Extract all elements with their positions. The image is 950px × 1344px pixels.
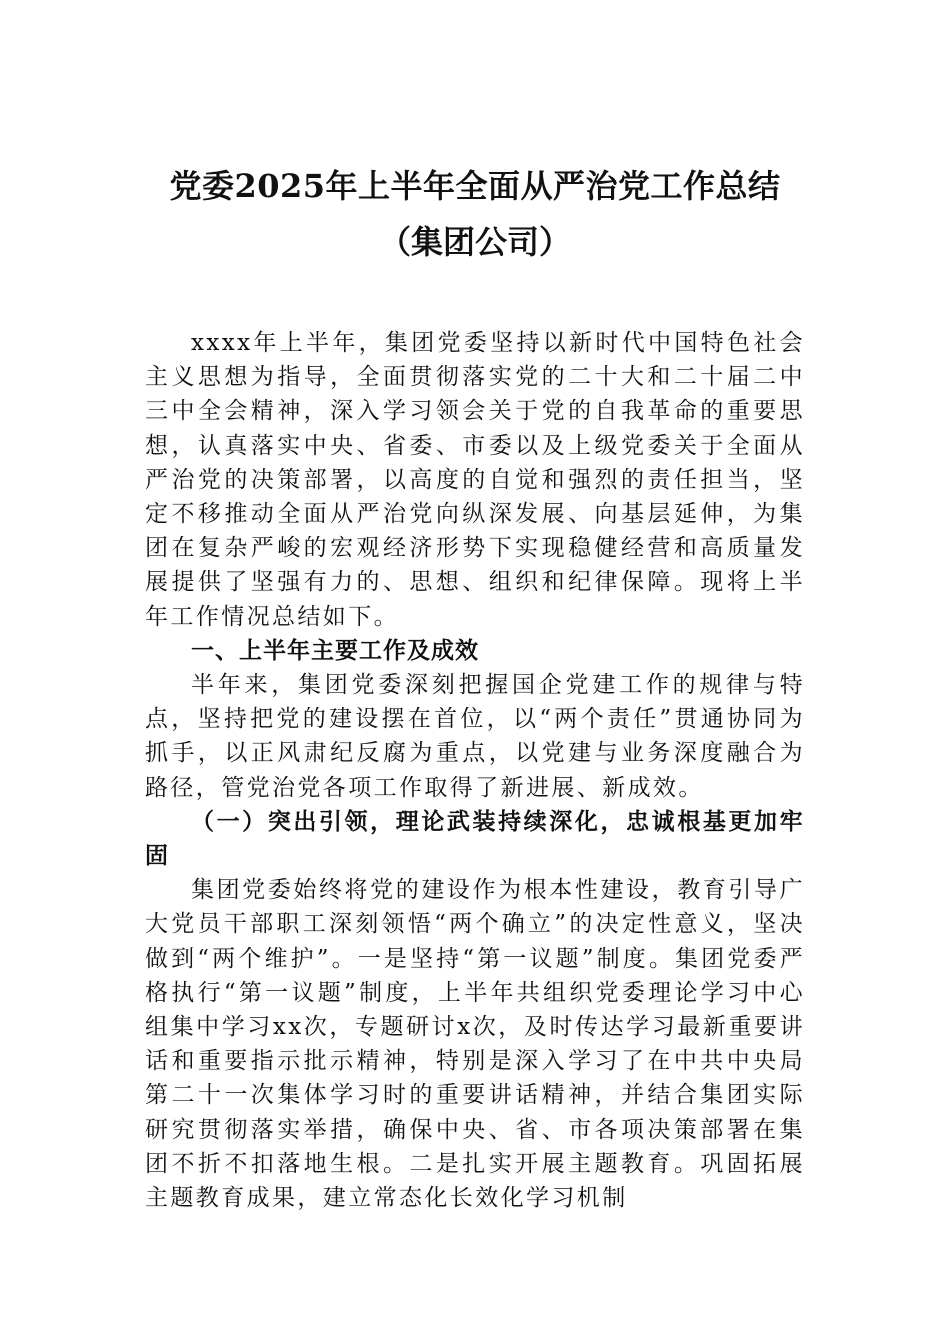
section-heading-1: 一、上半年主要工作及成效 — [191, 637, 479, 664]
intro-paragraph: xxxx年上半年，集团党委坚持以新时代中国特色社会主义思想为指导，全面贯彻落实党的二十大和二十届二中三中全会精神，深入学习领会关于党的自我革命的重要思想，认真落实中央、省委、市委以及上级党委关于全面从严治党的决策部署，以高度的自觉和强烈的责任担当，坚定不移推动全面从严治党向纵深发展、向基层延伸，为集团在复杂严峻的宏观经济形势下实现稳健经营和高质量发展提供了坚强有力的、思想、组织和纪律保障。现将上半年工作情况总结如下。 — [145, 330, 805, 630]
document-title: 党委2025年上半年全面从严治党工作总结 — [169, 167, 781, 205]
document-subtitle: （集团公司） — [378, 223, 571, 261]
subsection-heading-1: （一）突出引领，理论武装持续深化，忠诚根基更加牢固 — [145, 807, 805, 870]
subsection-1-paragraph: 集团党委始终将党的建设作为根本性建设，教育引导广大党员干部职工深刻领悟“两个确立”的决定性意义，坚决做到“两个维护”。一是坚持“第一议题”制度。集团党委严格执行“第一议题”制度，上半年共组织党委理论学习中心组集中学习xx次，专题研讨x次，及时传达学习最新重要讲话和重要指示批示精神，特别是深入学习了在中共中央局第二十一次集体学习时的重要讲话精神，并结合集团实际研究贯彻落实举措，确保中央、省、市各项决策部署在集团不折不扣落地生根。二是扎实开展主题教育。巩固拓展主题教育成果，建立常态化长效化学习机制 — [145, 877, 805, 1212]
document-body — [145, 326, 805, 1215]
section-1-paragraph: 半年来，集团党委深刻把握国企党建工作的规律与特点，坚持把党的建设摆在首位，以“两个责任”贯通协同为抓手，以正风肃纪反腐为重点，以党建与业务深度融合为路径，管党治党各项工作取得了新进展、新成效。 — [145, 672, 805, 801]
